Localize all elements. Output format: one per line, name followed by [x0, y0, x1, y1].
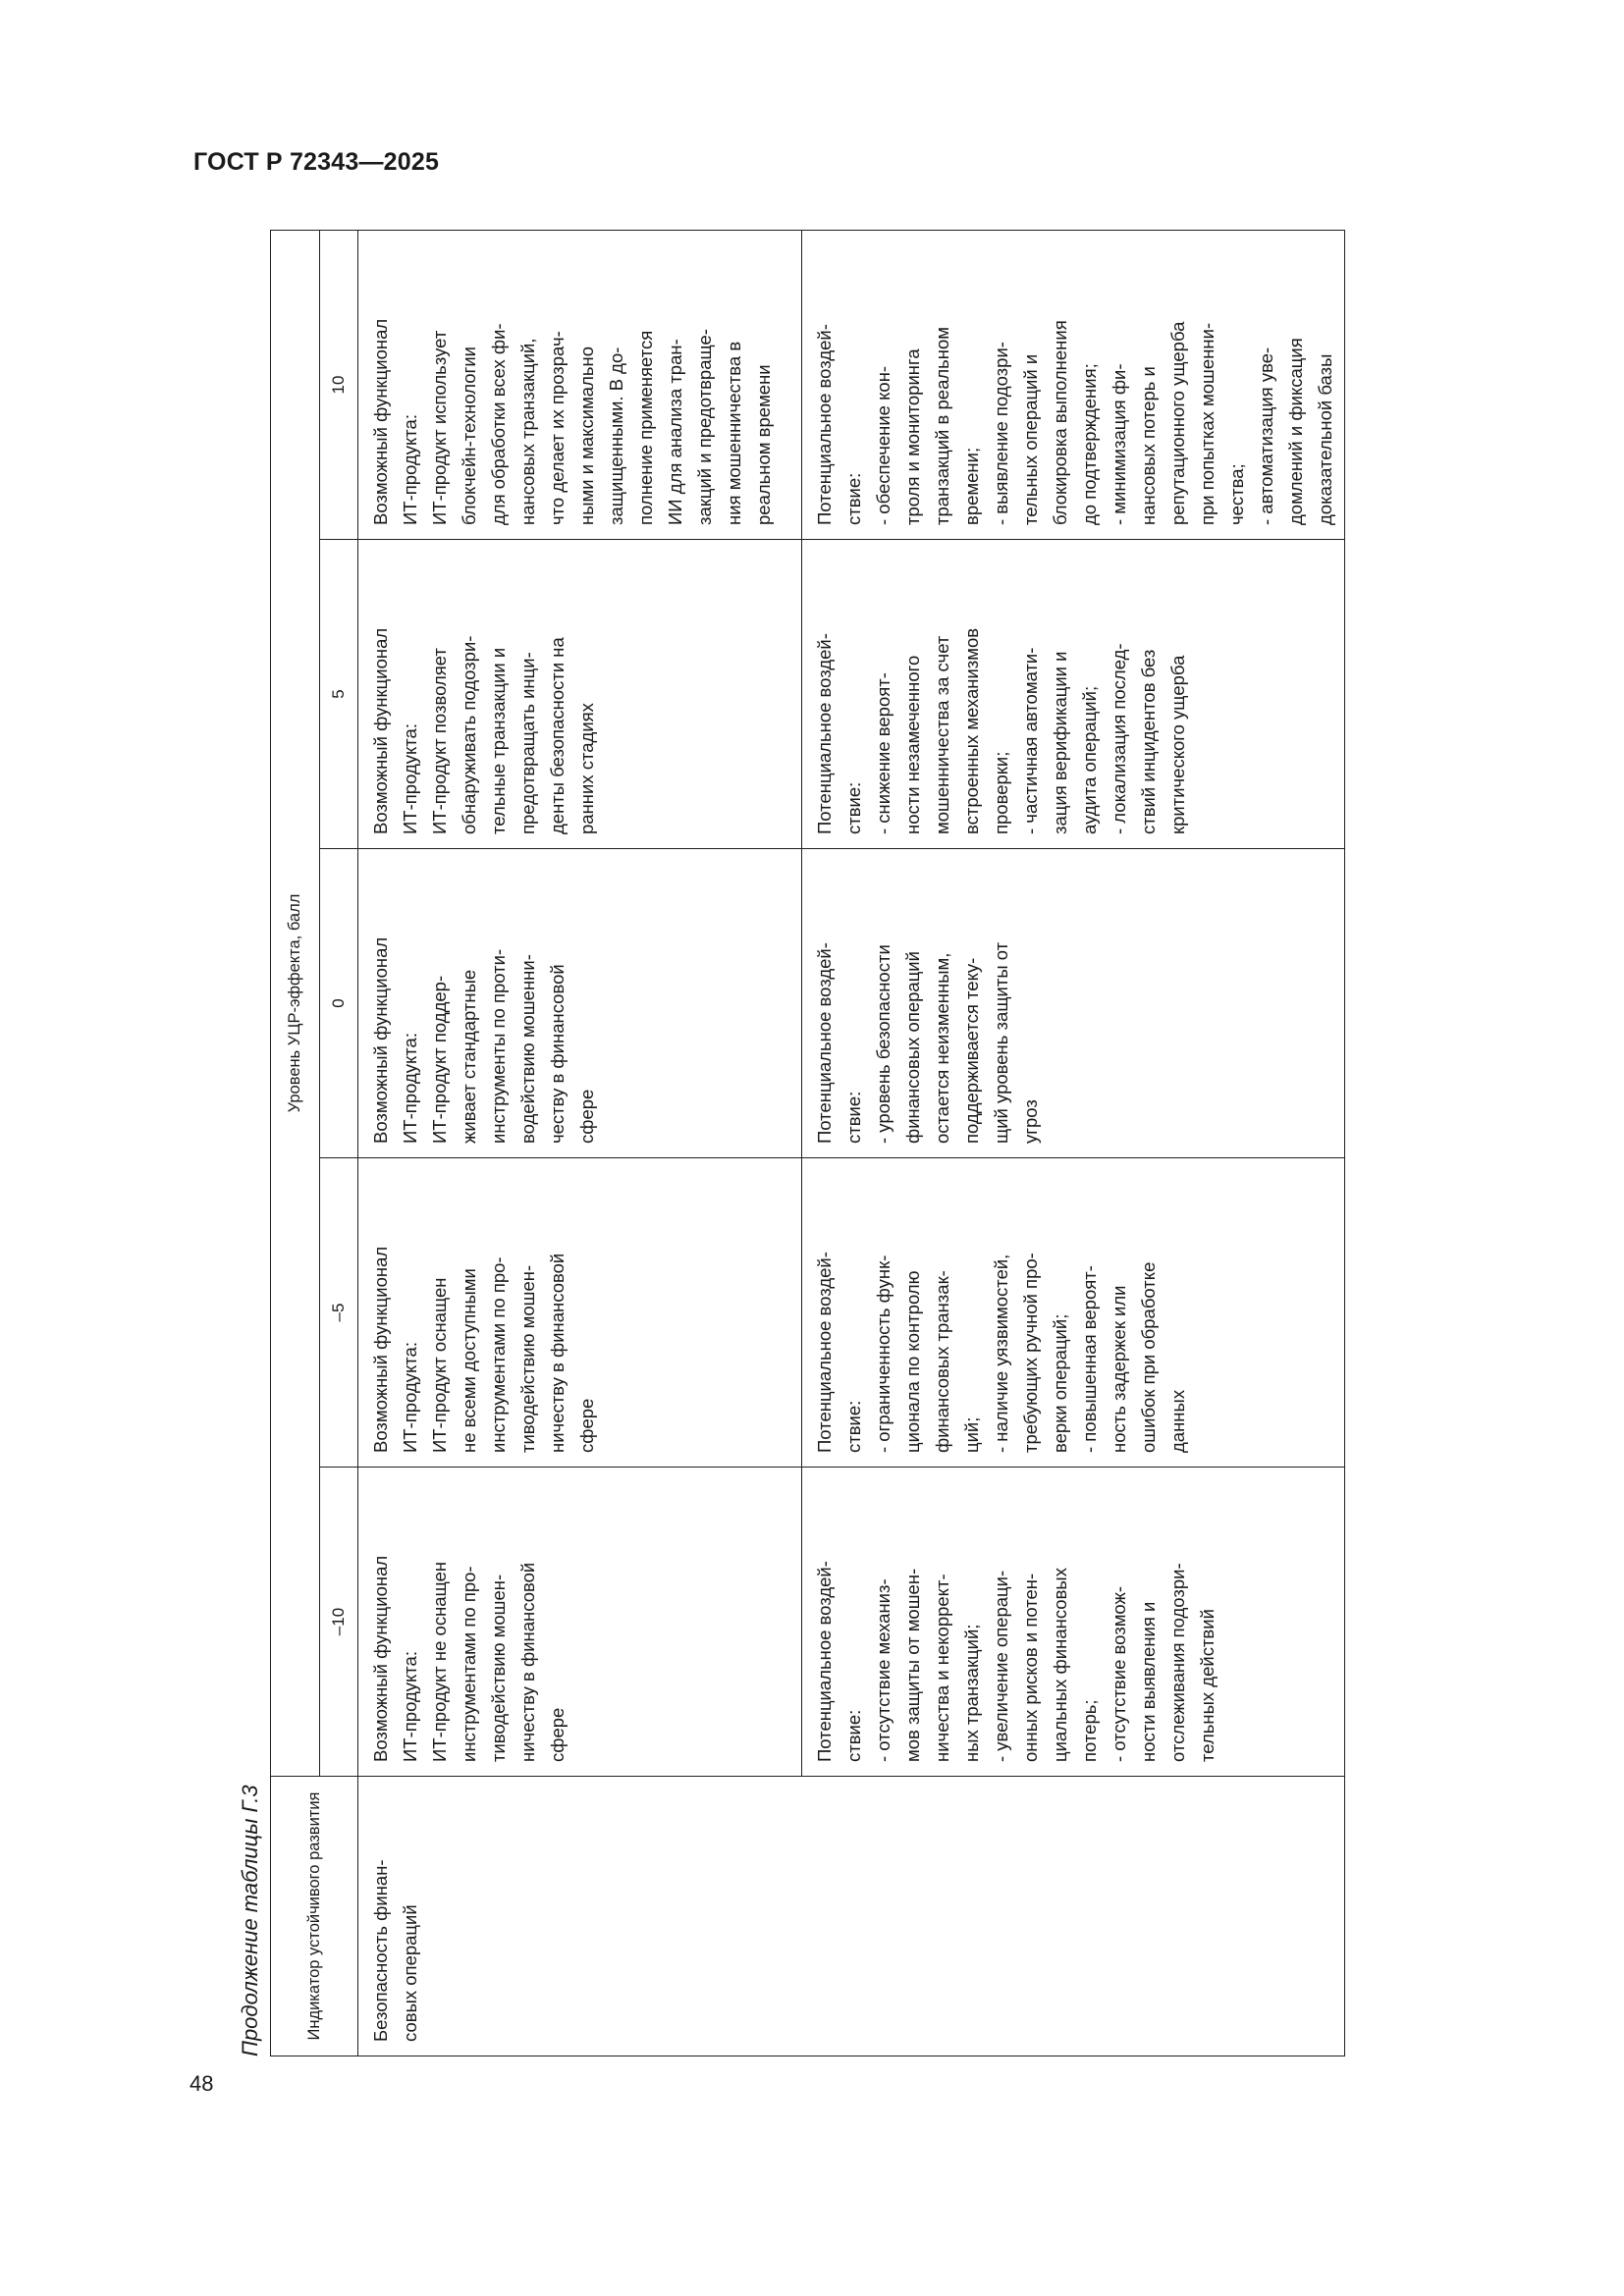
level-cell: –5	[320, 1158, 358, 1468]
level-cell: 5	[320, 540, 358, 849]
sustainability-table	[270, 230, 1345, 2056]
level-cell: –10	[320, 1468, 358, 1777]
level-header: Уровень УЦР-эффекта, балл	[271, 231, 320, 1777]
level-cell: 0	[320, 849, 358, 1158]
level-cell: 10	[320, 231, 358, 540]
functional-cell: Возможный функционал ИТ-продукта: ИТ-продукт не оснащен инструментами по про- тиводействию мошен- ничеству в финансовой сфере	[358, 1468, 802, 1777]
functional-cell: Возможный функционал ИТ-продукта: ИТ-продукт поддер- живает стандартные инструменты по проти- водействию мошенни- честву в финансовой сфере	[358, 849, 802, 1158]
indicator-header: Индикатор устойчивого развития	[271, 1777, 358, 2056]
impact-cell: Потенциальное воздей- ствие: - уровень безопасности финансовых операций остается неизменным, поддерживается теку- щий уровень защиты от угроз	[802, 849, 1345, 1158]
impact-cell: Потенциальное воздей- ствие: - снижение вероят- ности незамеченного мошенничества за счет встроенных механизмов проверки; - частичная автомати- зация верификации и аудита операций; - локализация послед- ствий инцидентов без критического ущерба	[802, 540, 1345, 849]
header-row	[271, 231, 320, 2056]
impact-cell: Потенциальное воздей- ствие: - ограниченность функ- ционала по контролю финансовых транзак- ций; - наличие уязвимостей, требующих ручной про- верки операций; - повышенная вероят- ность задержек или ошибок при обработке данных	[802, 1158, 1345, 1468]
functional-cell: Возможный функционал ИТ-продукта: ИТ-продукт позволяет обнаруживать подозри- тельные транзакции и предотвращать инци- денты безопасности на ранних стадиях	[358, 540, 802, 849]
functional-cell: Возможный функционал ИТ-продукта: ИТ-продукт использует блокчейн-технологии для обработки всех фи- нансовых транзакций, что делает их прозрач- ными и максимально защищенными. В до- полнение применяется ИИ для анализа тран- закций и предотвраще- ния мошенничества в реальном времени	[358, 231, 802, 540]
functional-cell: Возможный функционал ИТ-продукта: ИТ-продукт оснащен не всеми доступными инструментами по про- тиводействию мошен- ничеству в финансовой сфере	[358, 1158, 802, 1468]
impact-cell: Потенциальное воздей- ствие: - отсутствие механиз- мов защиты от мошен- ничества и некоррект- ных транзакций; - увеличение операци- онных рисков и потен- циальных финансовых потерь; - отсутствие возмож- ности выявления и отслеживания подозри- тельных действий	[802, 1468, 1345, 1777]
impact-cell: Потенциальное воздей- ствие: - обеспечение кон- троля и мониторинга транзакций в реальном времени; - выявление подозри- тельных операций и блокировка выполнения до подтверждения; - минимизация фи- нансовых потерь и репутационного ущерба при попытках мошенни- чества; - автоматизация уве- домлений и фиксация доказательной базы	[802, 231, 1345, 540]
indicator-cell: Безопасность финан- совых операций	[358, 1777, 1345, 2056]
document-header: ГОСТ Р 72343—2025	[193, 148, 440, 176]
table-caption: Продолжение таблицы Г.3	[238, 1785, 262, 2056]
rotated-table-block	[231, 231, 1335, 2056]
functional-row	[358, 231, 802, 2056]
page-number: 48	[189, 2071, 214, 2096]
